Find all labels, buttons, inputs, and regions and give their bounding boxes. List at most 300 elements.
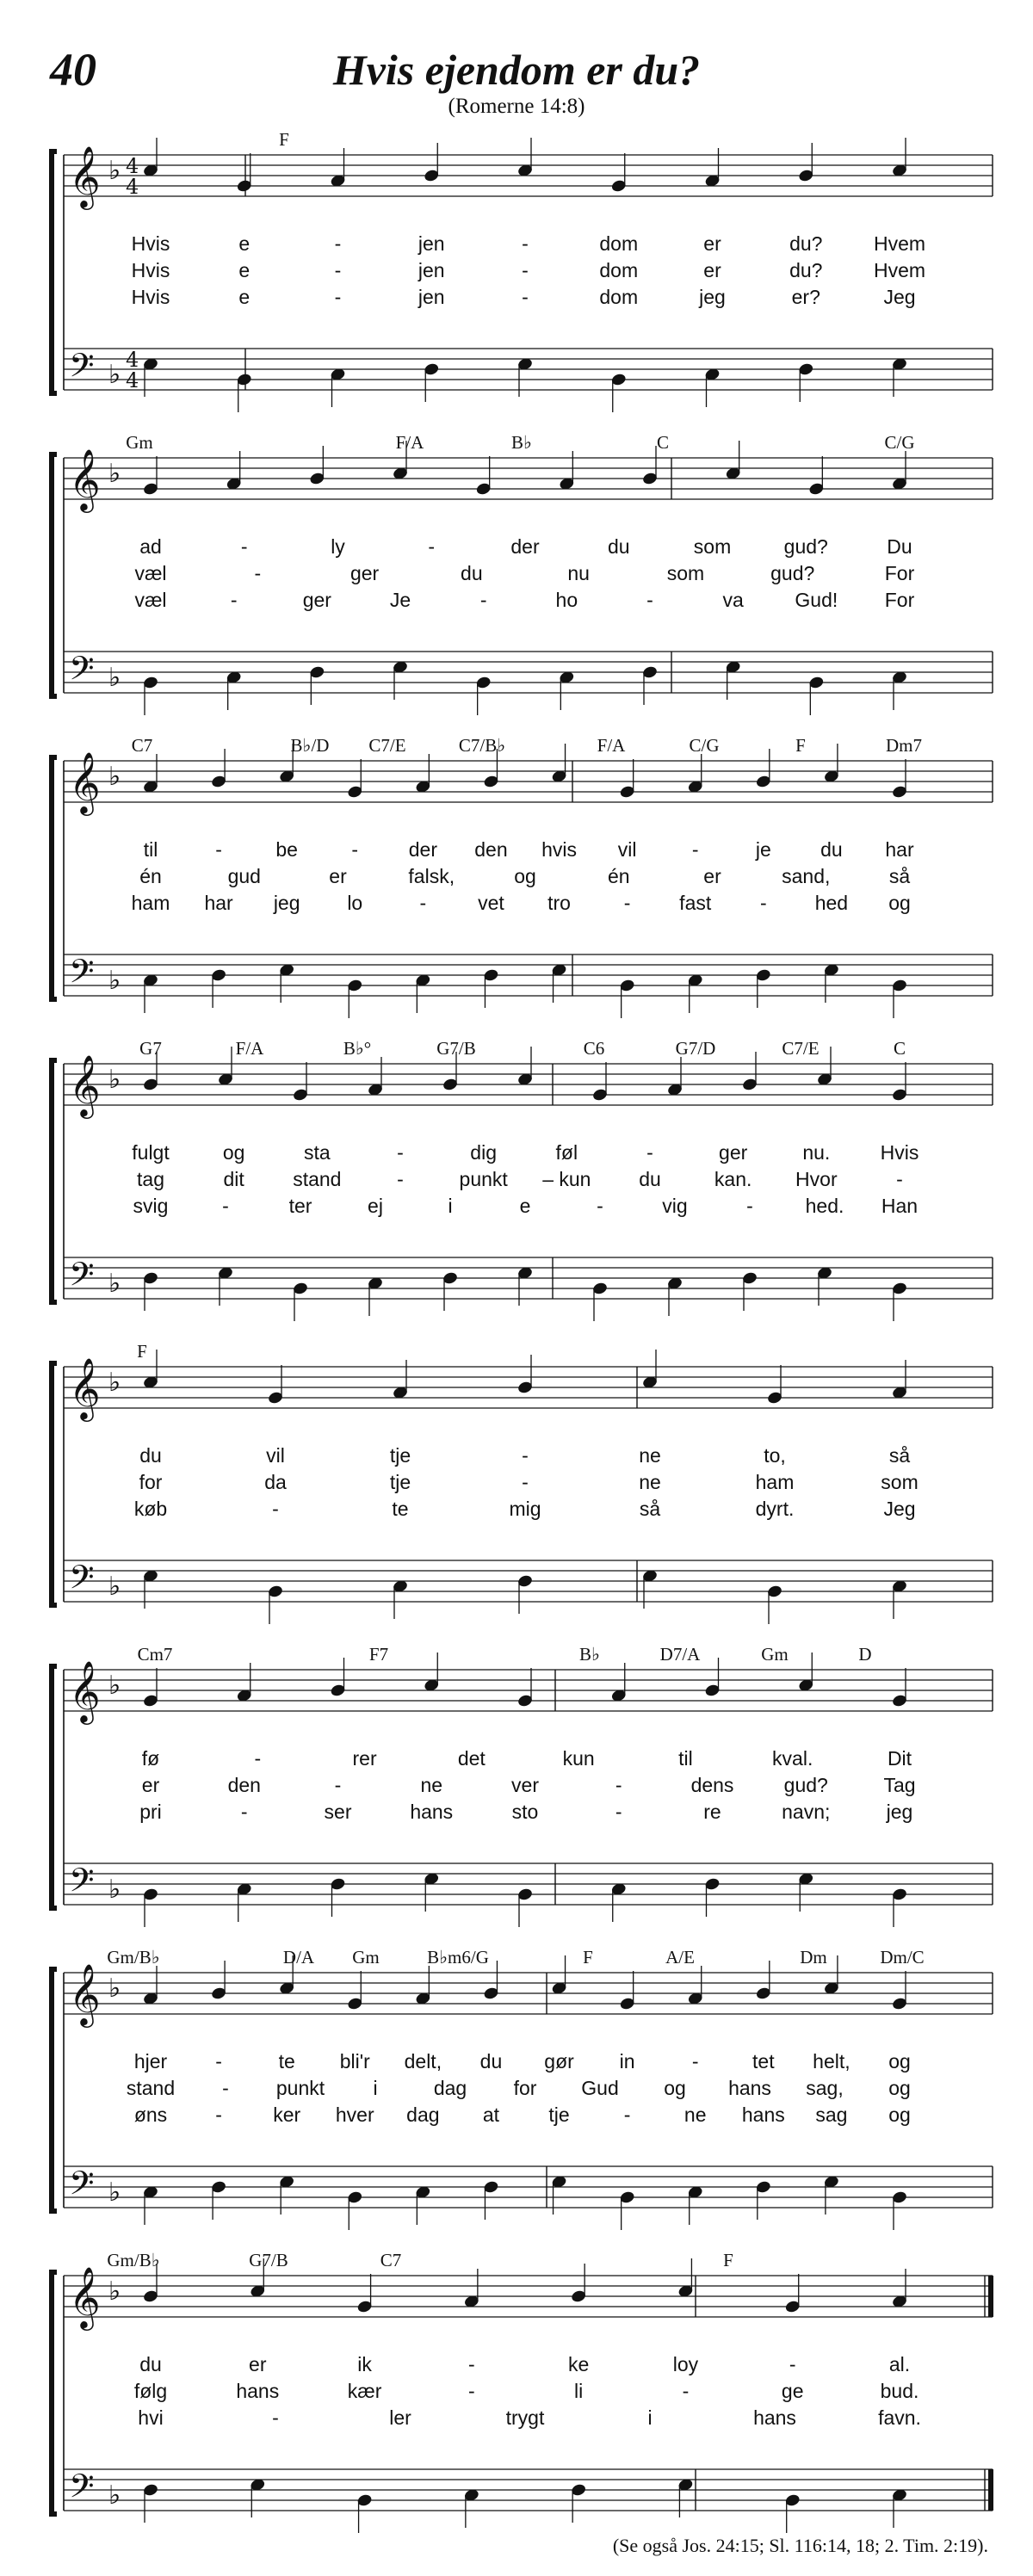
lyric-syllable: -: [691, 2050, 699, 2073]
lyric-syllable: er: [329, 865, 347, 887]
lyric-syllable: hjer: [133, 2050, 168, 2073]
chord-symbol: Gm: [352, 1947, 380, 1968]
lyric-syllable: det: [457, 1747, 486, 1770]
music-system-7: [0, 1947, 1033, 2248]
lyric-syllable: til: [143, 838, 158, 861]
chord-symbol: Dm/C: [880, 1947, 925, 1968]
lyric-syllable: køb: [133, 1498, 168, 1520]
lyric-syllable: Jeg: [883, 1498, 916, 1520]
music-system-3: [0, 735, 1033, 1036]
lyric-syllable: -: [240, 535, 248, 558]
bass-clef-icon: 𝄢: [69, 346, 95, 392]
lyric-syllable: ler: [389, 2406, 411, 2429]
lyric-syllable: jeg: [699, 286, 726, 308]
lyric-syllable: e: [238, 286, 251, 308]
lyric-syllable: og: [222, 1141, 245, 1164]
lyric-syllable: sta: [303, 1141, 331, 1164]
system-bracket: [52, 2272, 57, 2514]
treble-clef-icon: 𝄞: [69, 751, 101, 813]
flat-key-signature-icon: ♭: [108, 1269, 121, 1299]
lyric-syllable: falsk,: [408, 865, 455, 887]
lyric-syllable: for: [139, 1471, 163, 1493]
footer-references: (Se også Jos. 24:15; Sl. 116:14, 18; 2. Tim. 2:19).: [612, 2535, 988, 2556]
lyric-syllable: rer: [352, 1747, 377, 1770]
lyric-syllable: dom: [599, 232, 639, 255]
hymn-title: Hvis ejendom er du?: [332, 46, 701, 94]
lyric-syllable: du: [139, 2353, 162, 2375]
lyric-syllable: svig: [133, 1195, 169, 1217]
lyric-syllable: er: [703, 259, 721, 281]
chord-symbol: F: [795, 735, 806, 756]
lyric-syllable: kan.: [714, 1168, 752, 1190]
lyric-syllable: sto: [511, 1801, 539, 1823]
flat-key-signature-icon: ♭: [108, 2480, 121, 2511]
music-system-2: [0, 432, 1033, 733]
lyric-syllable: -: [230, 589, 238, 611]
lyric-syllable: -: [759, 892, 767, 914]
lyric-syllable: hed.: [805, 1195, 844, 1217]
lyric-syllable: -: [254, 1747, 262, 1770]
flat-key-signature-icon: ♭: [108, 360, 121, 390]
lyric-syllable: tje: [548, 2103, 570, 2126]
lyric-syllable: -: [397, 1168, 404, 1190]
lyric-syllable: tje: [389, 1471, 411, 1493]
lyric-syllable: hans: [410, 1801, 454, 1823]
chord-symbol: B♭: [511, 432, 532, 453]
lyric-syllable: tag: [137, 1168, 164, 1190]
lyric-syllable: -: [522, 1471, 529, 1493]
lyric-syllable: dyrt.: [755, 1498, 795, 1520]
lyric-syllable: du: [607, 535, 630, 558]
flat-key-signature-icon: ♭: [108, 2178, 121, 2208]
lyric-syllable: -: [597, 1195, 603, 1217]
lyric-syllable: -: [479, 589, 487, 611]
lyric-syllable: du: [820, 838, 843, 861]
lyric-syllable: ad: [139, 535, 162, 558]
chord-symbol: Dm7: [886, 735, 922, 756]
lyric-syllable: ker: [273, 2103, 301, 2126]
chord-symbol: F/A: [395, 432, 424, 453]
lyric-syllable: ter: [288, 1195, 312, 1217]
treble-clef-icon: 𝄞: [69, 1356, 101, 1419]
chord-symbol: Gm: [126, 432, 153, 453]
lyric-syllable: e: [238, 259, 251, 281]
flat-key-signature-icon: ♭: [108, 1572, 121, 1602]
system-bracket: [52, 1666, 57, 1908]
lyric-syllable: pri: [139, 1801, 162, 1823]
lyric-syllable: du?: [789, 259, 823, 281]
chord-symbol: C7: [380, 2250, 402, 2270]
lyric-syllable: og: [514, 865, 536, 887]
lyric-syllable: sag: [815, 2103, 848, 2126]
lyric-syllable: trygt: [505, 2406, 545, 2429]
lyric-syllable: Du: [887, 535, 912, 558]
lyric-syllable: -: [615, 1801, 622, 1823]
lyric-syllable: -: [272, 1498, 279, 1520]
lyric-syllable: bli'r: [339, 2050, 370, 2073]
lyric-syllable: e: [519, 1195, 531, 1217]
time-signature-bottom: 4: [126, 368, 139, 392]
lyric-syllable: og: [888, 2050, 911, 2073]
flat-key-signature-icon: ♭: [108, 156, 121, 186]
chord-symbol: C7/E: [368, 735, 406, 756]
lyric-syllable: den: [227, 1774, 261, 1796]
lyric-syllable: -: [240, 1801, 248, 1823]
lyric-syllable: fø: [141, 1747, 160, 1770]
chord-symbol: G7: [139, 1038, 162, 1059]
lyric-syllable: kær: [347, 2380, 382, 2402]
lyric-syllable: vig: [662, 1195, 688, 1217]
lyric-syllable: er: [703, 865, 721, 887]
lyric-syllable: dom: [599, 286, 639, 308]
lyric-syllable: -: [789, 2353, 796, 2375]
chord-symbol: A/E: [665, 1947, 695, 1968]
bass-clef-icon: 𝄢: [69, 2164, 95, 2210]
chord-symbol: D7/A: [659, 1644, 701, 1665]
chord-symbol: C7/B♭: [458, 735, 506, 756]
system-bracket: [52, 151, 57, 393]
lyric-syllable: én: [607, 865, 630, 887]
music-system-6: [0, 1644, 1033, 1945]
lyric-syllable: ho: [555, 589, 578, 611]
flat-key-signature-icon: ♭: [108, 1875, 121, 1905]
lyric-syllable: hver: [335, 2103, 374, 2126]
chord-symbol: D/A: [282, 1947, 315, 1968]
lyric-syllable: in: [619, 2050, 635, 2073]
lyric-syllable: gør: [544, 2050, 574, 2073]
lyric-syllable: va: [722, 589, 744, 611]
music-system-8: [0, 2250, 1033, 2551]
lyric-syllable: -: [468, 2353, 475, 2375]
lyric-syllable: ger: [719, 1141, 748, 1164]
chord-symbol: F/A: [597, 735, 626, 756]
chord-symbol: C7/E: [782, 1038, 820, 1059]
lyric-syllable: -: [522, 232, 529, 255]
lyric-syllable: så: [888, 865, 911, 887]
lyric-syllable: gud?: [770, 562, 815, 584]
lyric-syllable: har: [204, 892, 233, 914]
lyric-syllable: Je: [389, 589, 411, 611]
chord-symbol: G7/B: [436, 1038, 476, 1059]
lyric-syllable: og: [888, 2103, 911, 2126]
chord-symbol: G7/B: [249, 2250, 288, 2270]
lyric-syllable: dom: [599, 259, 639, 281]
lyric-syllable: -: [646, 589, 653, 611]
lyric-syllable: je: [755, 838, 771, 861]
system-bracket: [52, 1060, 57, 1302]
lyric-syllable: -: [254, 562, 262, 584]
lyric-syllable: tje: [389, 1444, 411, 1467]
lyric-syllable: er: [703, 232, 721, 255]
lyric-syllable: lo: [347, 892, 363, 914]
lyric-syllable: Hvis: [131, 259, 170, 281]
flat-key-signature-icon: ♭: [108, 762, 121, 792]
lyric-syllable: er: [249, 2353, 267, 2375]
lyric-syllable: -: [428, 535, 436, 558]
lyric-syllable: dit: [223, 1168, 244, 1190]
lyric-syllable: -: [222, 2077, 229, 2099]
lyric-syllable: øns: [133, 2103, 168, 2126]
lyric-syllable: loy: [672, 2353, 699, 2375]
music-system-5: [0, 1341, 1033, 1642]
music-system-1: [0, 129, 1033, 430]
lyric-syllable: som: [666, 562, 705, 584]
bass-clef-icon: 𝄢: [69, 952, 95, 998]
lyric-syllable: ne: [684, 2103, 707, 2126]
lyric-syllable: stand: [126, 2077, 176, 2099]
lyric-syllable: dens: [690, 1774, 734, 1796]
lyric-syllable: væl: [134, 589, 167, 611]
lyric-syllable: ke: [567, 2353, 590, 2375]
chord-symbol: Gm: [761, 1644, 789, 1665]
lyric-syllable: ne: [639, 1444, 661, 1467]
time-signature-top: 4: [126, 154, 139, 178]
flat-key-signature-icon: ♭: [108, 1671, 121, 1701]
lyric-syllable: og: [888, 2077, 911, 2099]
lyric-syllable: -: [215, 838, 222, 861]
lyric-syllable: jen: [418, 286, 445, 308]
lyric-syllable: -: [222, 1195, 229, 1217]
lyric-syllable: dig: [470, 1141, 498, 1164]
flat-key-signature-icon: ♭: [108, 2276, 121, 2307]
lyric-syllable: så: [888, 1444, 911, 1467]
lyric-syllable: den: [474, 838, 508, 861]
lyric-syllable: at: [482, 2103, 500, 2126]
lyric-syllable: sag,: [806, 2077, 844, 2099]
lyric-syllable: Hvis: [880, 1141, 919, 1164]
lyric-syllable: -: [334, 286, 342, 308]
flat-key-signature-icon: ♭: [108, 1368, 121, 1398]
lyric-syllable: favn.: [878, 2406, 921, 2429]
chord-symbol: Gm/B♭: [107, 2250, 160, 2270]
lyric-syllable: Hvor: [795, 1168, 838, 1190]
chord-symbol: C: [656, 432, 670, 453]
lyric-syllable: -: [468, 2380, 475, 2402]
lyric-syllable: Hvem: [873, 259, 926, 281]
lyric-syllable: fulgt: [132, 1141, 170, 1164]
scripture-reference: (Romerne 14:8): [448, 95, 585, 118]
chord-symbol: Gm/B♭: [107, 1947, 160, 1968]
lyric-syllable: punkt: [275, 2077, 325, 2099]
chord-symbol: F: [723, 2250, 733, 2270]
lyric-syllable: Hvis: [131, 232, 170, 255]
lyric-syllable: -: [522, 259, 529, 281]
bass-clef-icon: 𝄢: [69, 1558, 95, 1604]
lyric-syllable: nu: [567, 562, 590, 584]
lyric-syllable: ger: [349, 562, 380, 584]
lyric-syllable: hvi: [138, 2406, 164, 2429]
treble-clef-icon: 𝄞: [69, 1962, 101, 2025]
flat-key-signature-icon: ♭: [108, 459, 121, 489]
lyric-syllable: gud?: [783, 1774, 828, 1796]
system-bracket: [52, 757, 57, 999]
lyric-syllable: er: [141, 1774, 160, 1796]
lyric-syllable: du: [639, 1168, 661, 1190]
lyric-syllable: te: [392, 1498, 409, 1520]
lyric-syllable: én: [139, 865, 162, 887]
bass-clef-icon: 𝄢: [69, 649, 95, 695]
lyric-syllable: -: [397, 1141, 404, 1164]
lyric-syllable: jeg: [273, 892, 300, 914]
lyric-syllable: -: [746, 1195, 753, 1217]
chord-symbol: Dm: [800, 1947, 827, 1968]
lyric-syllable: gud: [227, 865, 261, 887]
lyric-syllable: som: [881, 1471, 919, 1493]
treble-clef-icon: 𝄞: [69, 2265, 101, 2328]
lyric-syllable: tet: [752, 2050, 775, 2073]
lyric-syllable: -: [272, 2406, 279, 2429]
lyric-syllable: Jeg: [883, 286, 916, 308]
lyric-syllable: der: [408, 838, 437, 861]
lyric-syllable: to,: [764, 1444, 786, 1467]
chord-symbol: C6: [583, 1038, 605, 1059]
lyric-syllable: i: [647, 2406, 653, 2429]
chord-symbol: F: [137, 1341, 147, 1362]
lyric-syllable: – kun: [542, 1168, 591, 1190]
lyric-syllable: jen: [418, 232, 445, 255]
chord-symbol: F/A: [235, 1038, 264, 1059]
lyric-syllable: -: [215, 2050, 222, 2073]
hymn-number: 40: [50, 44, 96, 96]
lyric-syllable: -: [646, 1141, 653, 1164]
lyric-syllable: punkt: [459, 1168, 508, 1190]
lyric-syllable: mig: [509, 1498, 541, 1520]
lyric-syllable: vet: [478, 892, 504, 914]
chord-symbol: F: [279, 129, 289, 150]
lyric-syllable: Gud!: [795, 589, 838, 611]
lyric-syllable: te: [278, 2050, 295, 2073]
music-system-4: [0, 1038, 1033, 1339]
lyric-syllable: -: [623, 892, 631, 914]
lyric-syllable: ik: [357, 2353, 372, 2375]
time-signature-top: 4: [126, 348, 139, 372]
chord-symbol: B♭: [579, 1644, 600, 1665]
lyric-syllable: -: [522, 1444, 529, 1467]
chord-symbol: G7/D: [675, 1038, 716, 1059]
lyric-syllable: Hvis: [131, 286, 170, 308]
bass-clef-icon: 𝄢: [69, 1861, 95, 1907]
lyric-syllable: Gud: [581, 2077, 619, 2099]
lyric-syllable: du: [461, 562, 483, 584]
lyric-syllable: dag: [433, 2077, 467, 2099]
lyric-syllable: -: [334, 232, 342, 255]
lyric-syllable: stand: [293, 1168, 342, 1190]
chord-symbol: C/G: [689, 735, 720, 756]
lyric-syllable: re: [703, 1801, 721, 1823]
flat-key-signature-icon: ♭: [108, 1974, 121, 2004]
chord-symbol: C7: [131, 735, 153, 756]
lyric-syllable: du: [139, 1444, 162, 1467]
lyric-syllable: ge: [781, 2380, 804, 2402]
lyric-syllable: For: [884, 589, 915, 611]
treble-clef-icon: 𝄞: [69, 145, 101, 207]
lyric-syllable: dag: [406, 2103, 440, 2126]
lyric-syllable: ne: [639, 1471, 661, 1493]
lyric-syllable: -: [682, 2380, 690, 2402]
lyric-syllable: -: [615, 1774, 622, 1796]
chord-symbol: B♭/D: [290, 735, 330, 756]
lyric-syllable: -: [522, 286, 529, 308]
lyric-syllable: navn;: [782, 1801, 831, 1823]
chord-symbol: Cm7: [137, 1644, 173, 1665]
system-bracket: [52, 1969, 57, 2211]
lyric-syllable: hvis: [541, 838, 577, 861]
lyric-syllable: Hvem: [873, 232, 926, 255]
lyric-syllable: og: [664, 2077, 686, 2099]
lyric-syllable: hans: [741, 2103, 785, 2126]
lyric-syllable: al.: [888, 2353, 911, 2375]
lyric-syllable: Dit: [887, 1747, 912, 1770]
lyric-syllable: som: [693, 535, 732, 558]
lyric-syllable: fast: [679, 892, 712, 914]
lyric-syllable: vil: [617, 838, 637, 861]
lyric-syllable: -: [623, 2103, 631, 2126]
lyric-syllable: kval.: [772, 1747, 813, 1770]
lyric-syllable: da: [264, 1471, 287, 1493]
lyric-syllable: ham: [131, 892, 170, 914]
lyric-syllable: du: [479, 2050, 503, 2073]
lyric-syllable: du?: [789, 232, 823, 255]
flat-key-signature-icon: ♭: [108, 1065, 121, 1095]
chord-symbol: F: [583, 1947, 593, 1968]
lyric-syllable: tro: [547, 892, 571, 914]
lyric-syllable: ham: [755, 1471, 795, 1493]
lyric-syllable: For: [884, 562, 915, 584]
chord-symbol: B♭m6/G: [427, 1947, 489, 1968]
lyric-syllable: ej: [368, 1195, 383, 1217]
lyric-syllable: ly: [331, 535, 345, 558]
lyric-syllable: -: [351, 838, 359, 861]
bass-clef-icon: 𝄢: [69, 1255, 95, 1301]
flat-key-signature-icon: ♭: [108, 966, 121, 996]
lyric-syllable: -: [215, 2103, 222, 2126]
lyric-syllable: Tag: [883, 1774, 916, 1796]
lyric-syllable: helt,: [813, 2050, 851, 2073]
chord-symbol: C: [893, 1038, 906, 1059]
lyric-syllable: -: [896, 1168, 903, 1190]
lyric-syllable: ger: [302, 589, 331, 611]
lyric-syllable: -: [334, 1774, 342, 1796]
lyric-syllable: føl: [555, 1141, 578, 1164]
lyric-syllable: i: [448, 1195, 453, 1217]
lyric-syllable: vil: [266, 1444, 285, 1467]
system-bracket: [52, 454, 57, 696]
lyric-syllable: ne: [420, 1774, 443, 1796]
chord-symbol: C/G: [884, 432, 915, 453]
chord-symbol: F7: [368, 1644, 389, 1665]
bass-clef-icon: 𝄢: [69, 2467, 95, 2513]
system-bracket: [52, 1363, 57, 1605]
lyric-syllable: -: [334, 259, 342, 281]
lyric-syllable: og: [888, 892, 911, 914]
lyric-syllable: Han: [881, 1195, 919, 1217]
lyric-syllable: sand,: [782, 865, 831, 887]
lyric-syllable: er?: [791, 286, 820, 308]
treble-clef-icon: 𝄞: [69, 1053, 101, 1116]
lyric-syllable: hed: [814, 892, 849, 914]
lyric-syllable: følg: [133, 2380, 168, 2402]
treble-clef-icon: 𝄞: [69, 1659, 101, 1722]
lyric-syllable: har: [885, 838, 914, 861]
lyric-syllable: delt,: [404, 2050, 442, 2073]
lyric-syllable: væl: [134, 562, 167, 584]
treble-clef-icon: 𝄞: [69, 448, 101, 510]
lyric-syllable: e: [238, 232, 251, 255]
lyric-syllable: bud.: [880, 2380, 919, 2402]
lyric-syllable: ver: [511, 1774, 539, 1796]
lyric-syllable: nu.: [802, 1141, 831, 1164]
lyric-syllable: ser: [324, 1801, 352, 1823]
